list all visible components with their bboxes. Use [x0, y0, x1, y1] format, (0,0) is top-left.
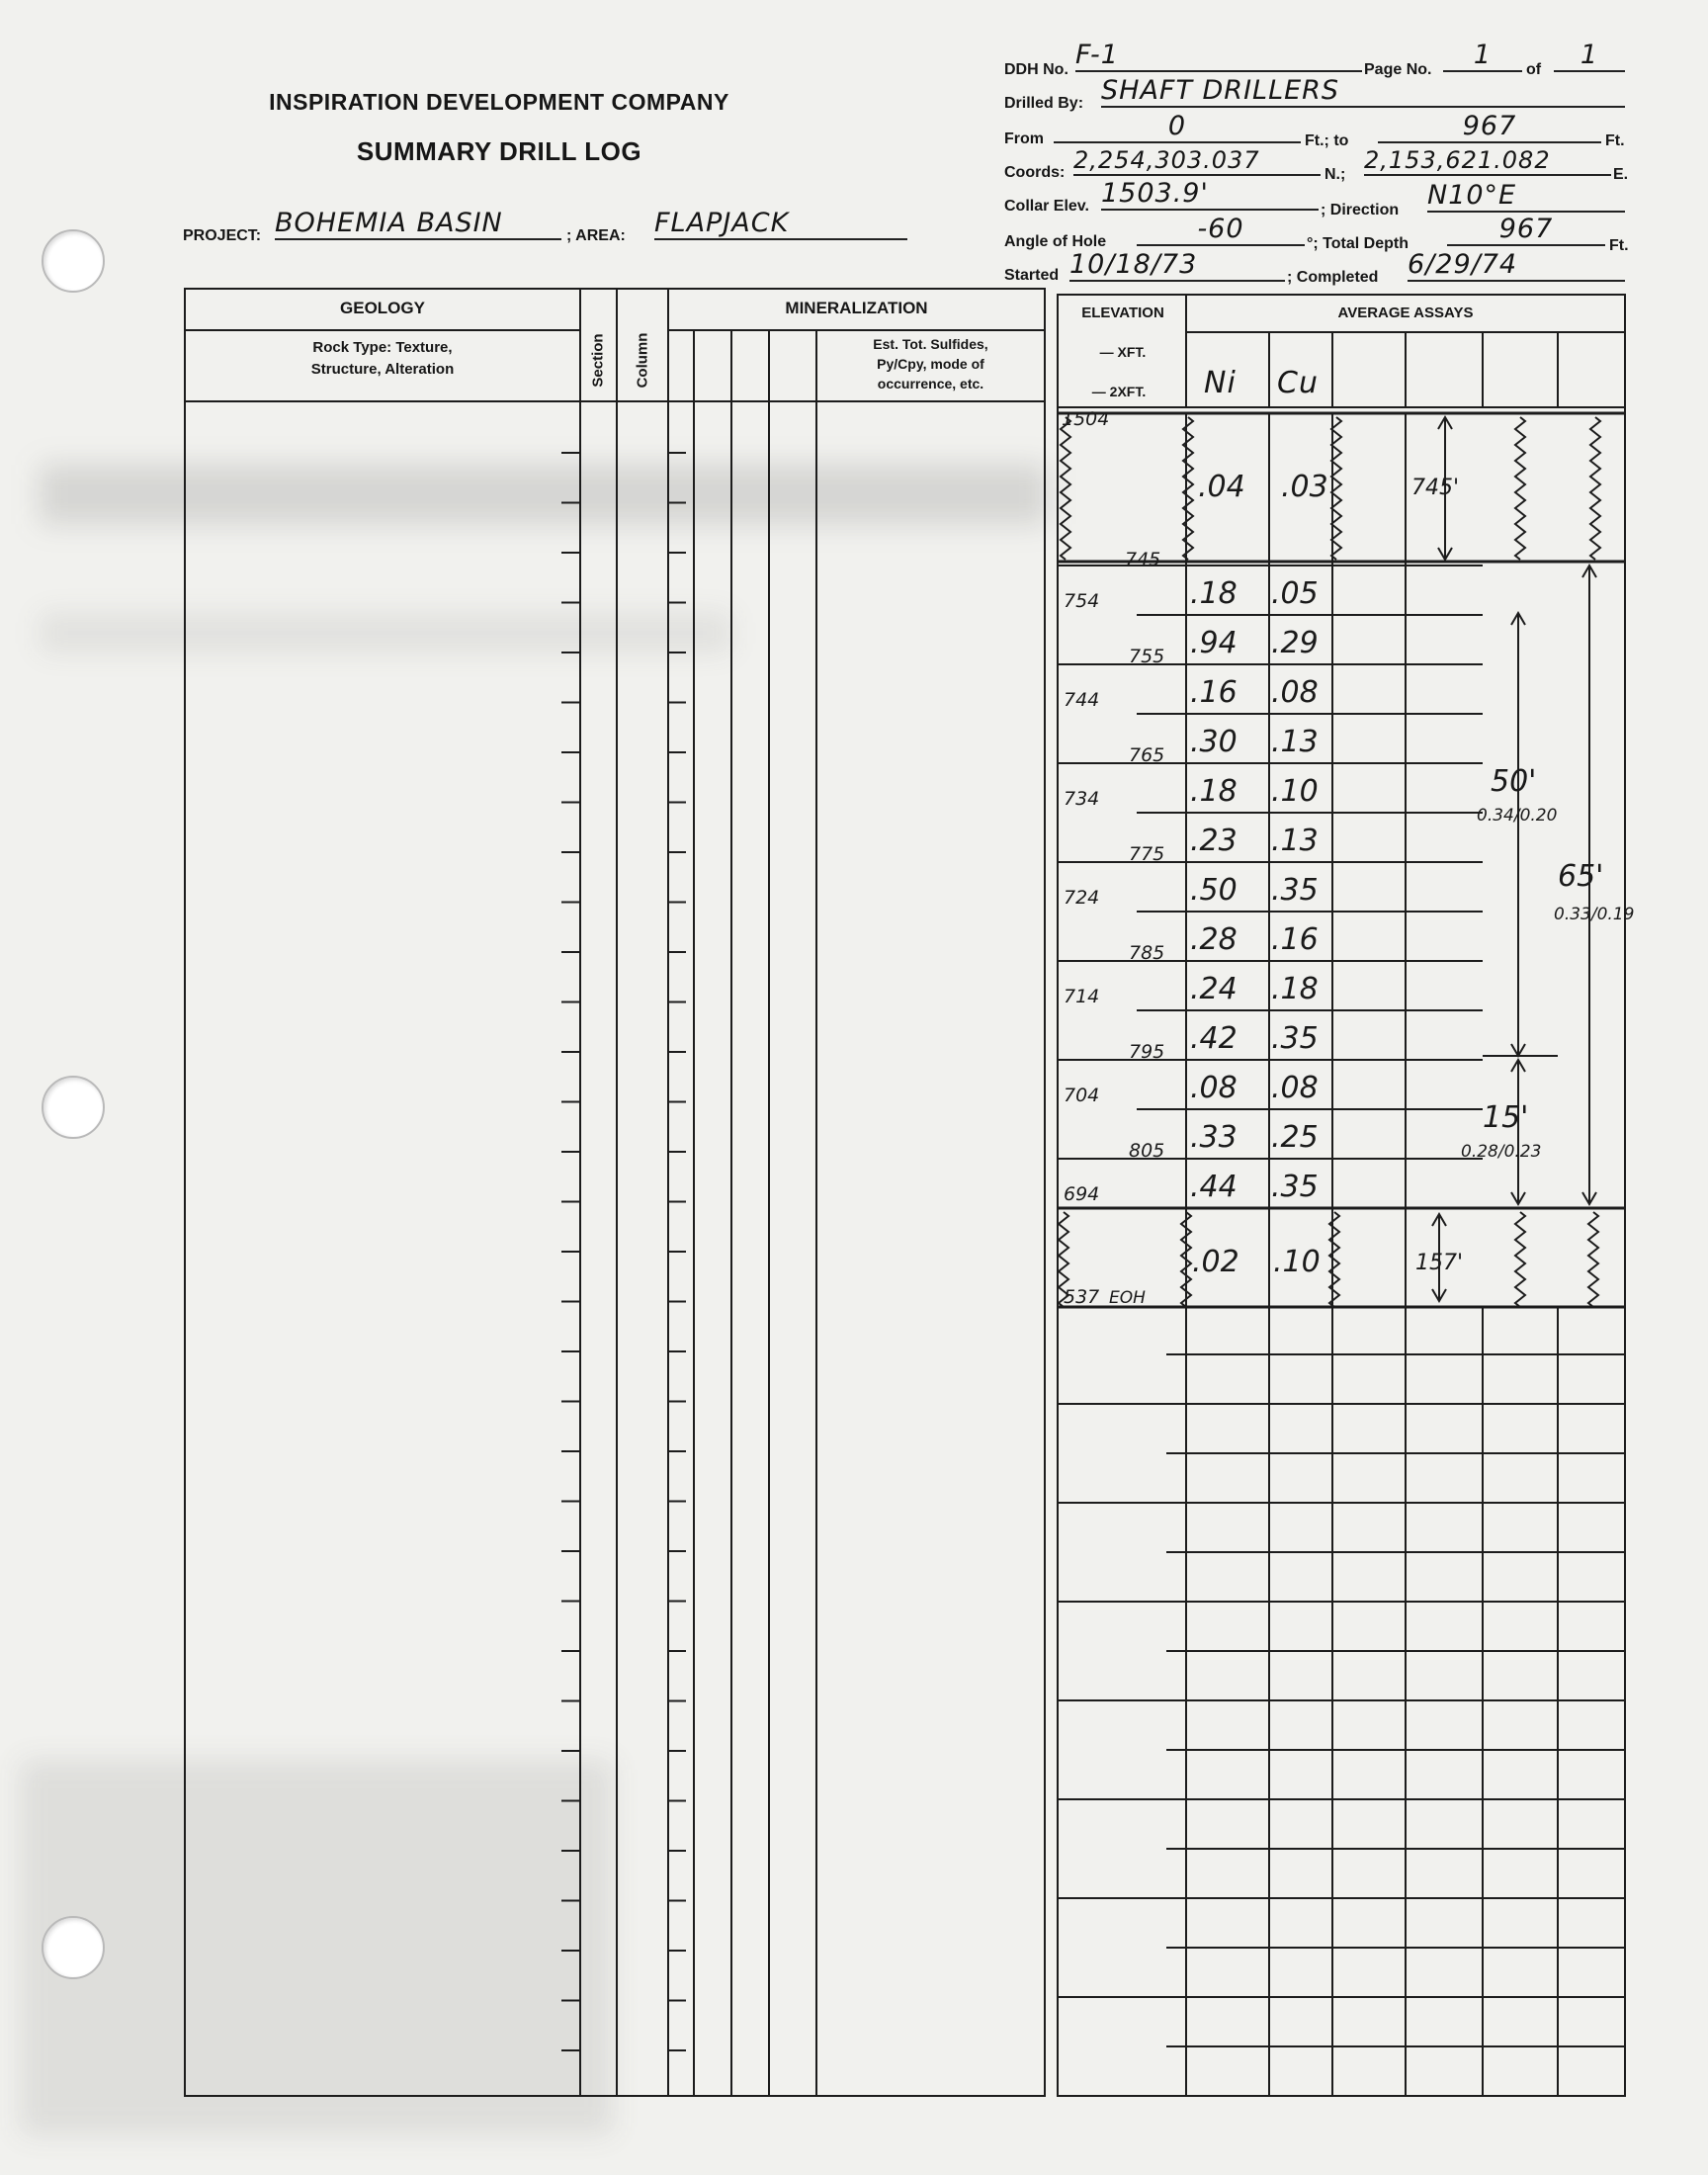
interval-15-length: 15' [1483, 1100, 1529, 1135]
from-label: From [1004, 130, 1044, 147]
break-line [1061, 417, 1070, 560]
mineralization-heading: MINERALIZATION [785, 299, 928, 317]
total-depth-value: 967 [1447, 214, 1605, 246]
drilled-by-label: Drilled By: [1004, 95, 1084, 112]
row-ni-assay: .18 [1190, 576, 1238, 611]
row-depth: 765 [1129, 744, 1165, 766]
cu-heading: Cu [1277, 366, 1319, 400]
project-value: BOHEMIA BASIN [275, 208, 561, 240]
area-label: ; AREA: [566, 227, 626, 244]
ft-to-label: Ft.; to [1305, 132, 1349, 149]
row-ni-assay: .08 [1190, 1071, 1238, 1105]
ni-heading: Ni [1204, 366, 1237, 400]
angle-value: -60 [1137, 214, 1305, 246]
direction-label: ; Direction [1321, 202, 1400, 218]
from-value: 0 [1054, 111, 1301, 143]
row-ni-assay: .28 [1190, 922, 1238, 957]
row-cu-assay: .05 [1271, 576, 1319, 611]
completed-label: ; Completed [1287, 269, 1379, 286]
completed-value: 6/29/74 [1408, 249, 1625, 282]
row-ni-assay: .24 [1190, 972, 1238, 1006]
row-elevation: 744 [1064, 689, 1100, 711]
area-value: FLAPJACK [654, 208, 907, 240]
page-value: 1 [1443, 40, 1522, 72]
coords-e-value: 2,153,621.082 [1364, 146, 1611, 176]
top-depth: 745 [1125, 549, 1161, 570]
bottom-interval-length: 157' [1415, 1251, 1464, 1275]
row-ni-assay: .18 [1190, 774, 1238, 809]
interval-65-assay: 0.33/0.19 [1554, 905, 1635, 924]
row-ni-assay: .16 [1190, 675, 1238, 710]
top-ni-assay: .04 [1198, 470, 1245, 504]
row-depth: 805 [1129, 1140, 1165, 1162]
geology-subheading-2: Structure, Alteration [310, 361, 455, 378]
geology-heading: GEOLOGY [340, 299, 425, 317]
angle-label: Angle of Hole [1004, 233, 1107, 250]
row-elevation: 704 [1064, 1085, 1100, 1106]
row-ni-assay: .30 [1190, 725, 1238, 759]
row-cu-assay: .35 [1271, 1170, 1319, 1204]
bottom-cu-assay: .10 [1273, 1245, 1321, 1279]
row-cu-assay: .25 [1271, 1120, 1319, 1155]
row-cu-assay: .35 [1271, 873, 1319, 908]
row-cu-assay: .29 [1271, 626, 1319, 660]
break-line [1183, 417, 1193, 560]
interval-65-length: 65' [1558, 859, 1604, 894]
started-label: Started [1004, 267, 1060, 284]
break-line [1515, 1212, 1525, 1307]
ddh-value: F-1 [1075, 40, 1362, 72]
coords-n-value: 2,254,303.037 [1073, 146, 1321, 176]
row-ni-assay: .42 [1190, 1021, 1238, 1056]
total-depth-label: °; Total Depth [1307, 235, 1409, 252]
xft-label: — XFT. [1099, 344, 1147, 360]
row-ni-assay: .50 [1190, 873, 1238, 908]
row-elevation: 714 [1064, 986, 1100, 1007]
top-interval-length: 745' [1411, 476, 1460, 500]
row-cu-assay: .13 [1271, 725, 1319, 759]
geology-subheading-1: Rock Type: Texture, [312, 339, 453, 356]
break-line [1515, 417, 1525, 560]
break-line [1590, 417, 1600, 560]
bottom-elevation: 537 [1064, 1286, 1100, 1308]
row-depth: 785 [1129, 942, 1165, 964]
mineral-subheading-2: Py/Cpy, mode of [877, 356, 984, 372]
collar-elev-value: 1503.9' [1101, 178, 1319, 211]
column-heading: Column [634, 332, 651, 389]
row-elevation: 694 [1064, 1183, 1100, 1205]
project-label: PROJECT: [183, 227, 262, 244]
ddh-label: DDH No. [1004, 61, 1068, 78]
row-cu-assay: .35 [1271, 1021, 1319, 1056]
row-cu-assay: .18 [1271, 972, 1319, 1006]
row-ni-assay: .23 [1190, 824, 1238, 858]
page-label: Page No. [1364, 61, 1432, 78]
bottom-ni-assay: .02 [1192, 1245, 1239, 1279]
ft-label: Ft. [1605, 132, 1625, 149]
elevation-heading: ELEVATION [1081, 304, 1164, 321]
row-elevation: 724 [1064, 887, 1100, 909]
section-heading: Section [589, 333, 607, 388]
row-cu-assay: .13 [1271, 824, 1319, 858]
coords-label: Coords: [1004, 164, 1066, 181]
interval-50-length: 50' [1491, 764, 1537, 799]
row-cu-assay: .16 [1271, 922, 1319, 957]
to-value: 967 [1378, 111, 1601, 143]
interval-15-assay: 0.28/0.23 [1461, 1142, 1542, 1162]
top-elevation: 1504 [1062, 408, 1110, 430]
row-ni-assay: .33 [1190, 1120, 1238, 1155]
bottom-eoh-note: EOH [1109, 1288, 1146, 1308]
row-cu-assay: .08 [1271, 675, 1319, 710]
2xft-label: — 2XFT. [1091, 384, 1147, 399]
row-cu-assay: .08 [1271, 1071, 1319, 1105]
document-title: SUMMARY DRILL LOG [356, 136, 642, 166]
mineral-subheading-3: occurrence, etc. [877, 376, 984, 392]
row-ni-assay: .44 [1190, 1170, 1238, 1204]
page-total-value: 1 [1554, 40, 1625, 72]
started-value: 10/18/73 [1069, 249, 1285, 282]
direction-value: N10°E [1427, 180, 1625, 213]
company-name: INSPIRATION DEVELOPMENT COMPANY [269, 89, 729, 115]
ft2-label: Ft. [1609, 237, 1629, 254]
row-ni-assay: .94 [1190, 626, 1238, 660]
row-elevation: 734 [1064, 788, 1100, 810]
break-line [1329, 1212, 1339, 1307]
top-cu-assay: .03 [1281, 470, 1328, 504]
average-assays-heading: AVERAGE ASSAYS [1337, 304, 1474, 321]
n-label: N.; [1324, 166, 1346, 183]
row-depth: 775 [1129, 843, 1165, 865]
break-line [1588, 1212, 1598, 1307]
of-label: of [1526, 61, 1542, 78]
row-depth: 755 [1129, 646, 1165, 667]
interval-50-assay: 0.34/0.20 [1477, 806, 1558, 826]
row-elevation: 754 [1064, 590, 1100, 612]
collar-elev-label: Collar Elev. [1004, 198, 1089, 215]
row-depth: 795 [1129, 1041, 1165, 1063]
row-cu-assay: .10 [1271, 774, 1319, 809]
mineral-subheading-1: Est. Tot. Sulfides, [873, 336, 988, 352]
drilled-by-value: SHAFT DRILLERS [1101, 75, 1625, 108]
geology-mineral-table-frame [185, 289, 1045, 2096]
e-label: E. [1613, 166, 1629, 183]
